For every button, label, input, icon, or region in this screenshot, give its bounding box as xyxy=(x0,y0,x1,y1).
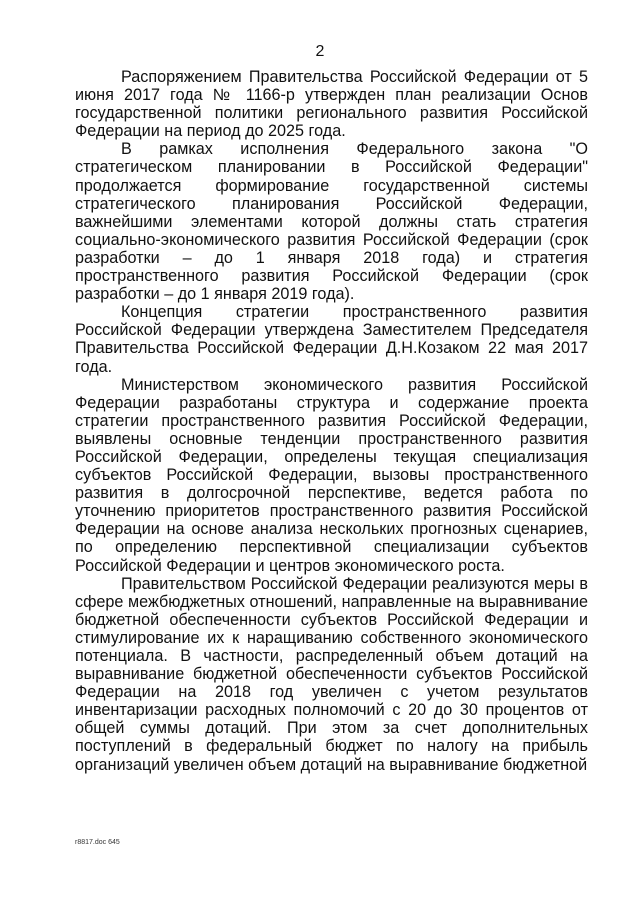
paragraph-3: Концепция стратегии пространственного развития Российской Федерации утверждена Заместителем Председателя Правительства Российской Федерации Д.Н.Козаком 22 мая 2017 года. xyxy=(75,303,588,376)
document-body xyxy=(75,68,588,774)
footer-document-code: r8817.doc 645 xyxy=(75,839,120,846)
page-number: 2 xyxy=(315,43,325,60)
paragraph-2: В рамках исполнения Федерального закона "О стратегическом планировании в Российской Федерации" продолжается формирование государственной системы стратегического планирования Российской Федерации, важнейшими элементами которой должны стать стратегия социально-экономического развития Российской Федерации (срок разработки – до 1 января 2018 года) и стратегия пространственного развития Российской Федерации (срок разработки – до 1 января 2019 года). xyxy=(75,140,588,304)
paragraph-1: Распоряжением Правительства Российской Федерации от 5 июня 2017 года № 1166-р утвержден план реализации Основ государственной политики регионального развития Российской Федерации на период до 2025 года. xyxy=(75,68,588,141)
paragraph-4: Министерством экономического развития Российской Федерации разработаны структура и содержание проекта стратегии пространственного развития Российской Федерации, выявлены основные тенденции пространственного развития Российской Федерации, определены текущая специализация субъектов Российской Федерации, вызовы пространственного развития в долгосрочной перспективе, ведется работа по уточнению приоритетов пространственного развития Российской Федерации на основе анализа нескольких прогнозных сценариев, по определению перспективной специализации субъектов Российской Федерации и центров экономического роста. xyxy=(75,375,588,575)
paragraph-5: Правительством Российской Федерации реализуются меры в сфере межбюджетных отношений, направленные на выравнивание бюджетной обеспеченности субъектов Российской Федерации и стимулирование их к наращиванию собственного экономического потенциала. В частности, распределенный объем дотаций на выравнивание бюджетной обеспеченности субъектов Российской Федерации на 2018 год увеличен с учетом результатов инвентаризации расходных полномочий с 20 до 30 процентов от общей суммы дотаций. При этом за счет дополнительных поступлений в федеральный бюджет по налогу на прибыль организаций увеличен объем дотаций на выравнивание бюджетной xyxy=(75,574,588,774)
